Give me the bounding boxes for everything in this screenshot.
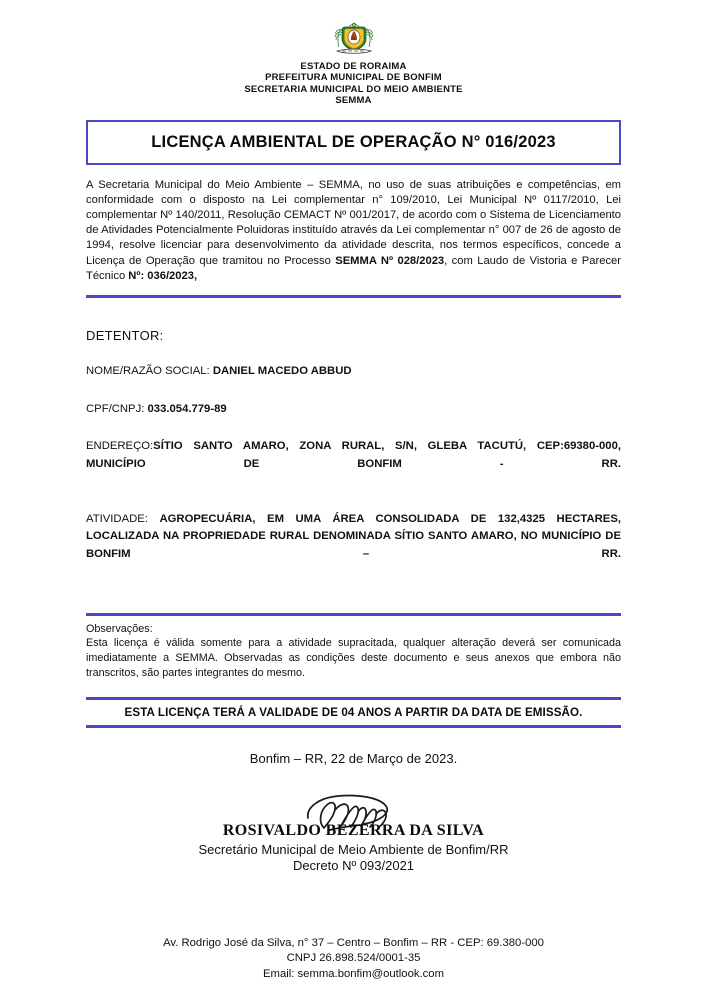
- cpf-label: CPF/CNPJ:: [86, 402, 148, 415]
- footer-email: Email: semma.bonfim@outlook.com: [263, 967, 444, 980]
- signatory-name: ROSIVALDO BEZERRA DA SILVA: [222, 822, 485, 840]
- nome-value: DANIEL MACEDO ABBUD: [212, 365, 352, 378]
- validade-section: [0, 697, 707, 728]
- field-endereco: [86, 438, 621, 491]
- org-line-department: SECRETARIA MUNICIPAL DO MEIO AMBIENTE: [244, 83, 463, 95]
- org-line-city: PREFEITURA MUNICIPAL DE BONFIM: [265, 72, 442, 84]
- license-title-box: [86, 120, 621, 165]
- document-footer: [0, 936, 707, 983]
- divider-before-observacoes: [86, 613, 621, 616]
- detentor-heading: DETENTOR:: [86, 328, 164, 344]
- intro-text-part2: , com Laudo de Vistoria e Parecer Técnico: [86, 254, 621, 282]
- org-line-state: ESTADO DE RORAIMA: [300, 61, 407, 72]
- field-nome-razao-social: [86, 363, 621, 381]
- coat-of-arms-icon: [331, 18, 377, 56]
- organization-lines: [0, 61, 707, 107]
- signatory-role: Secretário Municipal de Meio Ambiente de Bonfim/RR: [198, 842, 509, 858]
- process-number: SEMMA Nº 028/2023: [335, 254, 445, 267]
- document-header: [0, 0, 707, 107]
- endereco-value: SÍTIO SANTO AMARO, ZONA RURAL, S/N, GLEBA TACUTÚ, CEP:69380-000, MUNICÍPIO DE BONFIM - RR.: [86, 440, 621, 470]
- endereco-label: ENDEREÇO:: [86, 440, 154, 453]
- issue-date: Bonfim – RR, 22 de Março de 2023.: [249, 751, 458, 767]
- observacoes-section: [0, 613, 707, 680]
- intro-paragraph: [86, 178, 621, 284]
- atividade-value: AGROPECUÁRIA, EM UMA ÁREA CONSOLIDADA DE 132,4325 HECTARES, LOCALIZADA NA PROPRIEDADE RURAL DENOMINADA SÍTIO SANTO AMARO, NO MUNICÍPIO DE BONFIM – RR.: [86, 512, 621, 560]
- observacoes-title: Observações:: [86, 622, 153, 635]
- cpf-value: 033.054.779-89: [147, 402, 227, 415]
- divider-after-intro: [86, 295, 621, 298]
- footer-address: Av. Rodrigo José da Silva, n° 37 – Centro – Bonfim – RR - CEP: 69.380-000: [163, 936, 544, 949]
- nome-label: NOME/RAZÃO SOCIAL:: [86, 365, 213, 378]
- intro-section: [86, 178, 621, 284]
- validade-text: ESTA LICENÇA TERÁ A VALIDADE DE 04 ANOS A PARTIR DA DATA DE EMISSÃO.: [124, 706, 583, 720]
- atividade-label: ATIVIDADE:: [86, 512, 160, 525]
- page-title: LICENÇA AMBIENTAL DE OPERAÇÃO N° 016/2023: [151, 132, 556, 151]
- observacoes-body: [86, 622, 621, 680]
- field-atividade: [86, 511, 621, 581]
- signature-block: [0, 788, 707, 873]
- detentor-section: [86, 328, 621, 581]
- org-line-acronym: SEMMA: [335, 95, 372, 107]
- divider-below-validade: [86, 725, 621, 728]
- footer-cnpj: CNPJ 26.898.524/0001-35: [286, 952, 421, 964]
- field-cpf-cnpj: [86, 401, 621, 419]
- technical-report-number: Nº: 036/2023,: [128, 269, 198, 282]
- observacoes-text: Esta licença é válida somente para a atividade supracitada, qualquer alteração deverá ser comunicada imediatamente a SEMMA. Observadas as condições deste documento e seus anexos que embora não transcritos, são partes integrantes do mesmo.: [86, 637, 621, 679]
- signatory-decree: Decreto Nº 093/2021: [292, 858, 415, 874]
- intro-text-part1: A Secretaria Municipal do Meio Ambiente – SEMMA, no uso de suas atribuições e competências, em conformidade com o disposto na Lei complementar n° 109/2010, Lei Municipal Nº 0117/2010, Lei complementar Nº 140/2011, Resolução CEMACT Nº 001/2017, de acordo com o Sistema de Licenciamento de Atividades Potencialmente Poluidoras instituído através da Lei complementar n° 007 de 26 de agosto de 1994, resolve licenciar para desenvolvimento da atividade descrita, nos termos específicos, concede a Licença de Operação que tramitou no Processo: [86, 178, 621, 267]
